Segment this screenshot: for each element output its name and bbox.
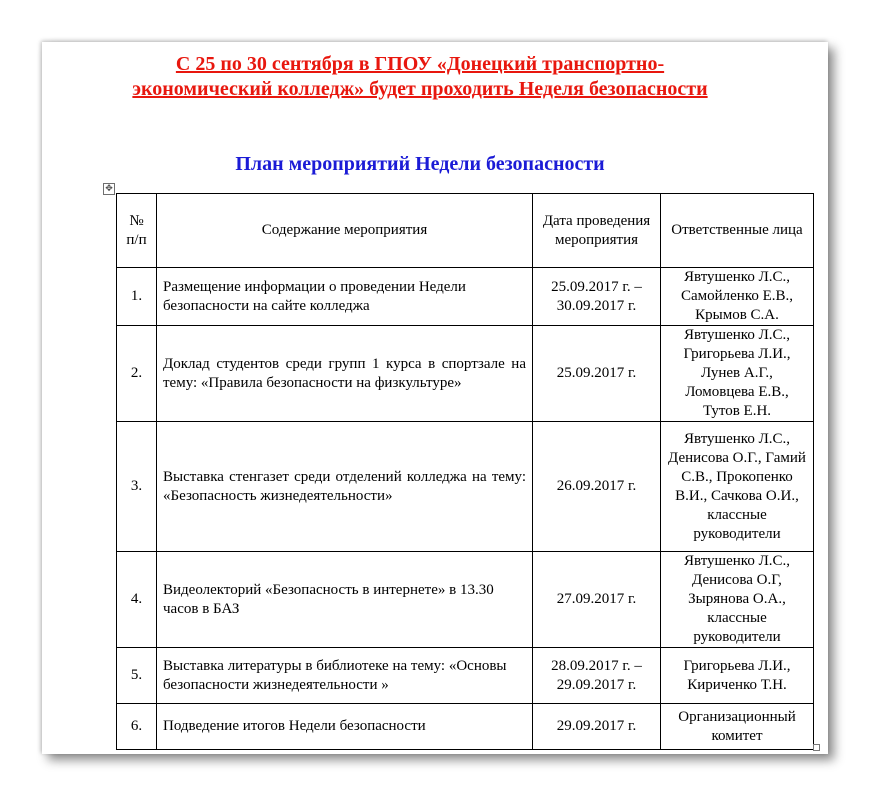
- table-row: [117, 648, 814, 704]
- plan-title: План мероприятий Недели безопасности: [235, 153, 605, 175]
- row-content: Подведение итогов Недели безопасности: [157, 704, 533, 750]
- row-num: 2.: [117, 326, 157, 422]
- table-row: [117, 268, 814, 326]
- headline-line-1: С 25 по 30 сентября в ГПОУ «Донецкий транспортно-: [175, 53, 665, 75]
- row-responsible: Григорьева Л.И., Кириченко Т.Н.: [661, 648, 814, 704]
- row-date: 25.09.2017 г.: [533, 326, 661, 422]
- table-header-row: [117, 194, 814, 268]
- row-content: Выставка стенгазет среди отделений колледжа на тему: «Безопасность жизнедеятельности»: [157, 422, 533, 552]
- row-content: Размещение информации о проведении Недели безопасности на сайте колледжа: [157, 268, 533, 326]
- table-row: [117, 704, 814, 750]
- row-content: Видеолекторий «Безопасность в интернете» в 13.30 часов в БАЗ: [157, 552, 533, 648]
- row-num: 4.: [117, 552, 157, 648]
- row-responsible: Явтушенко Л.С., Самойленко Е.В., Крымов С.А.: [661, 268, 814, 326]
- header-responsible: Ответственные лица: [661, 194, 814, 268]
- header-date: Дата проведения мероприятия: [533, 194, 661, 268]
- row-num: 5.: [117, 648, 157, 704]
- row-responsible: Организационный комитет: [661, 704, 814, 750]
- header-content: Содержание мероприятия: [157, 194, 533, 268]
- row-num: 6.: [117, 704, 157, 750]
- row-date: 29.09.2017 г.: [533, 704, 661, 750]
- row-date: 26.09.2017 г.: [533, 422, 661, 552]
- row-date: 27.09.2017 г.: [533, 552, 661, 648]
- table-row: [117, 326, 814, 422]
- document-page: [42, 42, 828, 754]
- row-responsible: Явтушенко Л.С., Денисова О.Г, Зырянова О.А., классные руководители: [661, 552, 814, 648]
- table-resize-icon[interactable]: [813, 744, 820, 751]
- row-responsible: Явтушенко Л.С., Григорьева Л.И., Лунев А.Г., Ломовцева Е.В., Тутов Е.Н.: [661, 326, 814, 422]
- row-num: 1.: [117, 268, 157, 326]
- row-date: 28.09.2017 г. – 29.09.2017 г.: [533, 648, 661, 704]
- table-row: [117, 422, 814, 552]
- row-content: Доклад студентов среди групп 1 курса в спортзале на тему: «Правила безопасности на физкультуре»: [157, 326, 533, 422]
- row-responsible: Явтушенко Л.С., Денисова О.Г., Гамий С.В., Прокопенко В.И., Сачкова О.И., классные руководители: [661, 422, 814, 552]
- table-move-icon[interactable]: ✥: [103, 183, 115, 195]
- announcement-headline: [42, 52, 828, 102]
- row-content: Выставка литературы в библиотеке на тему: «Основы безопасности жизнедеятельности »: [157, 648, 533, 704]
- row-date: 25.09.2017 г. – 30.09.2017 г.: [533, 268, 661, 326]
- header-num: № п/п: [117, 194, 157, 268]
- table-row: [117, 552, 814, 648]
- events-table: [116, 193, 814, 750]
- headline-line-2: экономический колледж» будет проходить Неделя безопасности: [132, 78, 708, 100]
- row-num: 3.: [117, 422, 157, 552]
